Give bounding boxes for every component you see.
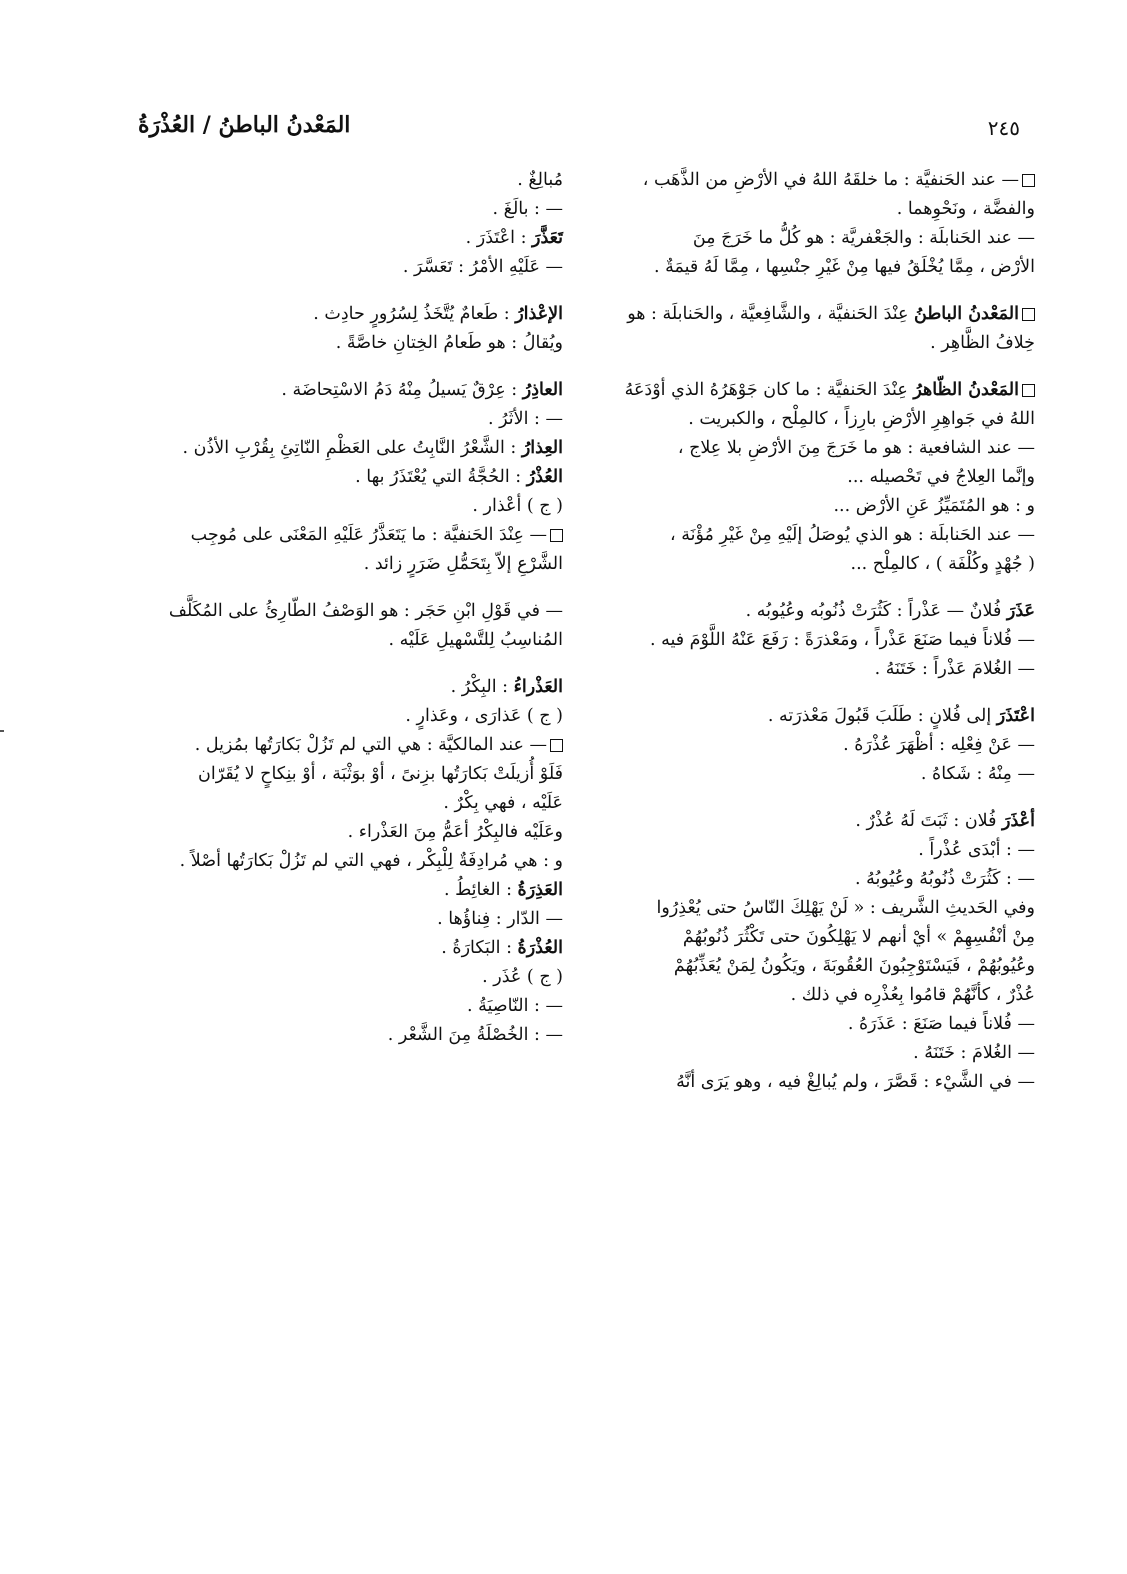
definition-text: إلى فُلانٍ : طَلَبَ قَبُولَ مَعْذرَته .: [767, 706, 997, 726]
definition-text: — : النّاصِيَةُ .: [467, 996, 563, 1016]
definition-text: : طَعامٌ يُتَّخَذُ لِسُرُورٍ حادِث .: [313, 304, 516, 324]
left-column: [108, 166, 563, 1050]
text-line: [605, 1039, 1035, 1068]
paragraph-gap: [108, 358, 563, 376]
text-line: [108, 992, 563, 1021]
square-marker-icon: [1022, 384, 1035, 397]
headword: عَذَرَ: [1006, 601, 1035, 621]
text-line: [605, 434, 1035, 463]
page-number: ٢٤٥: [987, 116, 1020, 140]
definition-text: — عَنْ فِعْلِه : أظْهَرَ عُذْرَهُ .: [843, 735, 1035, 755]
text-line: [605, 405, 1035, 434]
definition-text: وعَلَيْه فالبِكْرُ أعَمُّ مِنَ العَذْراء .: [347, 822, 563, 842]
text-line: [108, 702, 563, 731]
running-title: المَعْدنُ الباطنُ / العُذْرَةُ: [138, 112, 351, 138]
definition-text: — : أبْدَى عُذْراً .: [918, 840, 1035, 860]
headword: العِذارُ: [521, 438, 563, 458]
text-line: [605, 894, 1035, 923]
text-line: [108, 963, 563, 992]
text-line: [605, 550, 1035, 579]
definition-text: — فُلاناً فيما صَنَعَ عَذْراً ، ومَعْذرَةً : رَفَعَ عَنْهُ اللَّوْمَ فيه .: [649, 630, 1035, 650]
definition-text: ويُقالُ : هو طَعامُ الخِتانِ خاصَّةً .: [335, 333, 563, 353]
definition-text: — : الأثَرُ .: [487, 409, 563, 429]
definition-text: وعُيُوبُهُمْ ، فَيَسْتَوْجِبُونَ العُقُوبَةَ ، ويَكُونُ لِمَنْ يُعَذِّبُهُمْ: [673, 956, 1035, 976]
definition-text: — الغُلامَ عَذْراً : خَتَنَهُ .: [874, 659, 1035, 679]
text-line: [605, 836, 1035, 865]
definition-text: عَلَيْه ، فهي بِكْرٌ .: [443, 793, 563, 813]
text-line: [605, 463, 1035, 492]
text-line: [605, 1010, 1035, 1039]
text-line: [108, 760, 563, 789]
entry-headword-line: [605, 300, 1035, 329]
text-line: [605, 981, 1035, 1010]
entry-headword-line: [108, 876, 563, 905]
text-line: [108, 329, 563, 358]
entry-headword-line: [108, 434, 563, 463]
definition-text: ( ج ) أعْذار .: [472, 496, 563, 516]
text-line: [108, 818, 563, 847]
text-line: [605, 492, 1035, 521]
definition-text: — عند الحَنفيَّة : ما خلقَهُ اللهُ في الأرْضِ من الذَّهَب ،: [642, 170, 1019, 190]
square-marker-icon: [550, 739, 563, 752]
definition-text: — في الشَّيْء : قَصَّرَ ، ولم يُبالِغْ فيه ، وهو يَرَى أنَّهُ: [676, 1072, 1035, 1092]
definition-text: ( جُهْدٍ وكُلْفَة ) ، كالمِلْح ...: [850, 554, 1035, 574]
definition-text: : عِرْقٌ يَسيلُ مِنْهُ دَمُ الاسْتِحاضَة .: [281, 380, 523, 400]
paragraph-gap: [605, 282, 1035, 300]
definition-text: ( ج ) عَذارَى ، وعَذارٍ .: [405, 706, 563, 726]
text-line: [108, 195, 563, 224]
paragraph-gap: [605, 789, 1035, 807]
headword: المَعْدنُ الباطنُ: [914, 304, 1019, 324]
square-marker-icon: [550, 529, 563, 542]
definition-text: عِنْدَ الحَنفيَّة : ما كان جَوْهَرُهُ الذي أوْدَعَهُ: [624, 380, 914, 400]
definition-text: مُبالِغٌ .: [517, 170, 563, 190]
definition-text: — عَلَيْهِ الأمْرُ : تَعَسَّرَ .: [402, 257, 563, 277]
definition-text: فُلان : ثَبَتَ لَهُ عُذْرٌ .: [855, 811, 1003, 831]
text-line: [605, 253, 1035, 282]
headword: أعْذَرَ: [1002, 811, 1035, 831]
text-line: [605, 166, 1035, 195]
headword: تَعَذَّرَ: [532, 228, 563, 248]
definition-text: : الحُجَّةُ التي يُعْتَذَرُ بها .: [355, 467, 527, 487]
margin-mark: [0, 730, 4, 732]
headword: الإعْذارُ: [515, 304, 563, 324]
definition-text: — : الخُصْلَةُ مِنَ الشَّعْر .: [387, 1025, 563, 1045]
definition-text: المُناسِبُ لِلتَّسْهيلِ عَلَيْه .: [388, 630, 563, 650]
definition-text: وإنَّما العِلاجُ في تَحْصيله ...: [847, 467, 1035, 487]
text-line: [108, 789, 563, 818]
entry-headword-line: [108, 224, 563, 253]
definition-text: وفي الحَديثِ الشَّريف : « لَنْ يَهْلِكَ النّاسُ حتى يُعْذِرُوا: [656, 898, 1035, 918]
text-line: [108, 166, 563, 195]
entry-headword-line: [605, 807, 1035, 836]
text-line: [605, 521, 1035, 550]
definition-text: الشَّرْعِ إلاّ بِتَحَمُّلِ ضَرَرٍ زائد .: [363, 554, 563, 574]
square-marker-icon: [1022, 174, 1035, 187]
text-line: [605, 329, 1035, 358]
paragraph-gap: [108, 579, 563, 597]
headword: العُذْرَةُ: [517, 938, 563, 958]
headword: اعْتَذَرَ: [996, 706, 1035, 726]
definition-text: — فُلاناً فيما صَنَعَ : عَذَرَهُ .: [847, 1014, 1035, 1034]
text-line: [108, 521, 563, 550]
entry-headword-line: [605, 376, 1035, 405]
text-line: [108, 847, 563, 876]
text-line: [605, 195, 1035, 224]
definition-text: — : كَثُرَتْ ذُنُوبُهُ وعُيُوبُهُ .: [855, 869, 1035, 889]
definition-text: — عند الحَنابلَة : والجَعْفريَّة : هو كُلُّ ما خَرَجَ مِنَ: [692, 228, 1035, 248]
text-line: [108, 597, 563, 626]
paragraph-gap: [605, 684, 1035, 702]
entry-headword-line: [108, 934, 563, 963]
definition-text: — عِنْدَ الحَنفيَّة : ما يَتَعَذَّرُ عَلَيْهِ المَعْنَى على مُوجِب: [190, 525, 547, 545]
entry-headword-line: [108, 300, 563, 329]
paragraph-gap: [605, 579, 1035, 597]
definition-text: مِنْ أنْفُسِهِمْ » أيْ أنهم لا يَهْلِكُونَ حتى تَكْثُرَ ذُنُوبُهُمْ: [682, 927, 1035, 947]
entry-headword-line: [108, 376, 563, 405]
text-line: [108, 731, 563, 760]
text-line: [605, 224, 1035, 253]
paragraph-gap: [605, 358, 1035, 376]
definition-text: ( ج ) عُذَر .: [482, 967, 563, 987]
definition-text: : البَكارَةُ .: [441, 938, 518, 958]
definition-text: — : بالَغَ .: [492, 199, 563, 219]
definition-text: الأرْض ، مِمَّا يُخْلَقُ فيها مِنْ غَيْرِ جنْسِها ، مِمَّا لَهُ قيمَةٌ .: [653, 257, 1035, 277]
headword: العُذْرُ: [526, 467, 563, 487]
text-line: [605, 923, 1035, 952]
square-marker-icon: [1022, 308, 1035, 321]
text-line: [108, 905, 563, 934]
text-line: [605, 731, 1035, 760]
entry-headword-line: [108, 673, 563, 702]
definition-text: : الغائِطُ .: [443, 880, 518, 900]
headword: المَعْدنُ الظّاهرُ: [913, 380, 1019, 400]
text-line: [108, 405, 563, 434]
text-line: [605, 952, 1035, 981]
definition-text: — عند الشافعية : هو ما خَرَجَ مِنَ الأرْضِ بلا عِلاج ،: [677, 438, 1035, 458]
text-line: [108, 550, 563, 579]
entry-headword-line: [605, 702, 1035, 731]
text-line: [605, 760, 1035, 789]
definition-text: — الدّار : فِناؤُها .: [437, 909, 563, 929]
paragraph-gap: [108, 655, 563, 673]
headword: العاذِرُ: [522, 380, 563, 400]
definition-text: — عند المالكيَّة : هي التي لم تَزُلْ بَكارَتُها بمُزيل .: [194, 735, 547, 755]
entry-headword-line: [605, 597, 1035, 626]
page-header: [120, 112, 1020, 152]
definition-text: — مِنْهُ : شَكاهُ .: [920, 764, 1035, 784]
text-line: [605, 626, 1035, 655]
right-column: [605, 166, 1035, 1097]
definition-text: و : هي مُرادِفَةٌ لِلْبِكْر ، فهي التي لم تَزُلْ بَكارَتُها أصْلاً .: [179, 851, 563, 871]
headword: العَذْراءُ: [513, 677, 563, 697]
definition-text: فَلَوْ أُزيلَتْ بَكارَتُها بزِنىً ، أوْ بوَثْبَة ، أوْ بنِكاحٍ لا يُقَرّان: [197, 764, 563, 784]
definition-text: : الشَّعْرُ النَّابِتُ على العَظْمِ النّاتِئِ بِقُرْبِ الأذُن .: [182, 438, 522, 458]
definition-text: : اعْتَذَرَ .: [465, 228, 533, 248]
definition-text: عِنْدَ الحَنفيَّة ، والشَّافِعيَّة ، والحَنابلَة : هو: [627, 304, 915, 324]
text-line: [605, 865, 1035, 894]
definition-text: فُلانٌ — عَذْراً : كَثُرَتْ ذُنُوبُه وعُيُوبُه .: [745, 601, 1007, 621]
definition-text: : البِكْرُ .: [450, 677, 514, 697]
text-line: [605, 655, 1035, 684]
definition-text: و : هو المُتَمَيِّزُ عَنِ الأرْض ...: [833, 496, 1035, 516]
definition-text: — عند الحَنابلَة : هو الذي يُوصَلُ إلَيْهِ مِنْ غَيْرِ مُؤْنَة ،: [670, 525, 1035, 545]
definition-text: — في قَوْلِ ابْنِ حَجَر : هو الوَصْفُ الطّارِئُ على المُكَلَّف: [168, 601, 563, 621]
headword: العَذِرَةُ: [517, 880, 563, 900]
text-line: [108, 253, 563, 282]
definition-text: اللهُ في جَواهِرِ الأرْضِ بارِزاً ، كالمِلْح ، والكبريت .: [688, 409, 1035, 429]
definition-text: خِلافُ الظَّاهِر .: [930, 333, 1035, 353]
definition-text: والفضَّة ، ونَحْوِهما .: [896, 199, 1035, 219]
entry-headword-line: [108, 463, 563, 492]
definition-text: — الغُلامَ : خَتَنَهُ .: [913, 1043, 1035, 1063]
text-line: [108, 626, 563, 655]
text-line: [108, 492, 563, 521]
definition-text: عُذْرٌ ، كأنَّهُمْ قامُوا بِعُذْرِه في ذلك .: [790, 985, 1035, 1005]
text-line: [605, 1068, 1035, 1097]
paragraph-gap: [108, 282, 563, 300]
text-line: [108, 1021, 563, 1050]
